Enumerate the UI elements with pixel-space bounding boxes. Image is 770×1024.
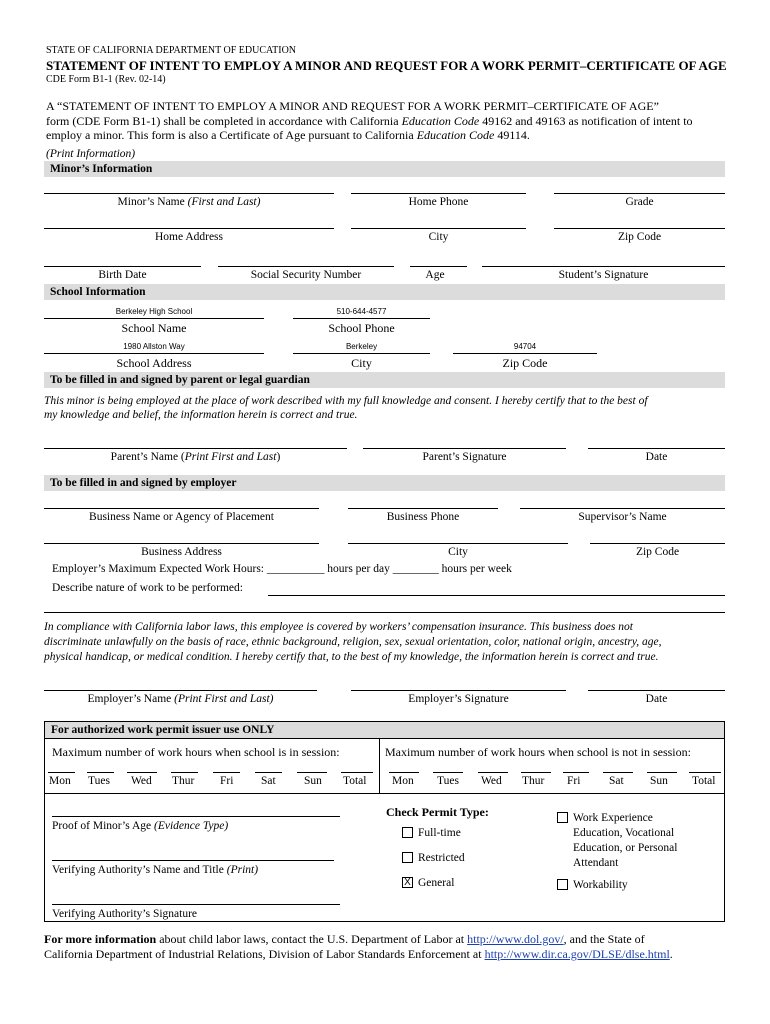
in-session-tues-field[interactable]	[87, 772, 114, 773]
parent-date-field[interactable]	[588, 448, 725, 449]
department-name: STATE OF CALIFORNIA DEPARTMENT OF EDUCATION	[46, 45, 297, 56]
in-session-day-thur: Thur	[172, 775, 195, 787]
ssn-field[interactable]	[218, 266, 394, 267]
home-city-label: City	[428, 231, 449, 243]
form-title: STATEMENT OF INTENT TO EMPLOY A MINOR AND REQUEST FOR A WORK PERMIT–CERTIFICATE OF AGE	[46, 58, 727, 73]
work-description-field[interactable]	[268, 595, 725, 596]
business-phone-label: Business Phone	[386, 511, 460, 523]
intro-line-1: A “STATEMENT OF INTENT TO EMPLOY A MINOR AND REQUEST FOR A WORK PERMIT–CERTIFICATE OF AGE”	[46, 99, 659, 113]
student-signature-label: Student’s Signature	[558, 269, 649, 281]
home-phone-label: Home Phone	[408, 196, 469, 208]
work-experience-label-2: Education, Vocational	[573, 827, 675, 839]
grade-field[interactable]	[554, 193, 725, 194]
age-field[interactable]	[410, 266, 467, 267]
footer-line-2: California Department of Industrial Relations, Division of Labor Standards Enforcement at http://www.dir.ca.gov/DLSE/dlse.html.	[44, 947, 673, 961]
parent-section-header: To be filled in and signed by parent or legal guardian	[44, 372, 725, 388]
school-name-value[interactable]: Berkeley High School	[115, 307, 193, 316]
verifying-authority-signature-field[interactable]	[52, 904, 340, 905]
work-description-label: Describe nature of work to be performed:	[52, 582, 243, 594]
no-session-day-tues: Tues	[437, 775, 459, 787]
school-city-line	[293, 353, 430, 354]
employer-signature-label: Employer’s Signature	[408, 693, 509, 705]
parent-statement-1: This minor is being employed at the place of work described with my full knowledge and consent. I hereby certify that to the best of	[44, 395, 648, 407]
no-session-total-field[interactable]	[689, 772, 721, 773]
business-address-label: Business Address	[141, 546, 222, 558]
in-session-day-wed: Wed	[131, 775, 152, 787]
compliance-statement-1: In compliance with California labor laws, this employee is covered by workers’ compensation insurance. This business does not	[44, 621, 633, 633]
school-name-line	[44, 318, 264, 319]
school-address-label: School Address	[116, 356, 192, 370]
in-session-day-mon: Mon	[49, 775, 71, 787]
supervisor-name-label: Supervisor’s Name	[578, 511, 667, 523]
business-zip-label: Zip Code	[635, 546, 680, 558]
home-city-field[interactable]	[351, 228, 526, 229]
supervisor-name-field[interactable]	[520, 508, 725, 509]
in-session-day-fri: Fri	[220, 775, 234, 787]
business-name-label: Business Name or Agency of Placement	[89, 511, 274, 523]
ssn-label: Social Security Number	[250, 269, 362, 281]
in-session-fri-field[interactable]	[213, 772, 240, 773]
employer-section-header: To be filled in and signed by employer	[44, 475, 725, 491]
parent-signature-label: Parent’s Signature	[422, 451, 507, 463]
work-experience-label-3: Education, or Personal	[573, 842, 678, 854]
proof-of-age-field[interactable]	[52, 816, 340, 817]
general-label: General	[418, 877, 455, 889]
hours-bottom-divider	[44, 793, 725, 794]
no-session-tues-field[interactable]	[433, 772, 463, 773]
home-address-field[interactable]	[44, 228, 334, 229]
grade-label: Grade	[625, 196, 654, 208]
in-session-thur-field[interactable]	[171, 772, 198, 773]
school-city-value[interactable]: Berkeley	[345, 342, 378, 351]
school-zip-label: Zip Code	[502, 356, 548, 370]
no-session-thur-field[interactable]	[521, 772, 551, 773]
intro-line-2: form (CDE Form B1-1) shall be completed in accordance with California Education Code 49162 and 49163 as notification of intent to	[46, 114, 693, 128]
home-address-label: Home Address	[154, 231, 224, 243]
home-zip-field[interactable]	[554, 228, 725, 229]
dlse-link[interactable]: http://www.dir.ca.gov/DLSE/dlse.html	[484, 947, 670, 961]
no-session-day-wed: Wed	[481, 775, 502, 787]
school-phone-value[interactable]: 510-644-4577	[336, 307, 387, 316]
birth-date-label: Birth Date	[98, 269, 147, 281]
business-name-field[interactable]	[44, 508, 319, 509]
issuer-section-header: For authorized work permit issuer use ONLY	[45, 722, 724, 738]
no-session-sun-field[interactable]	[647, 772, 677, 773]
age-label: Age	[425, 269, 445, 281]
print-information-note: (Print Information)	[46, 148, 136, 160]
business-city-label: City	[448, 546, 468, 558]
work-experience-label-4: Attendant	[573, 857, 619, 869]
employer-signature-field[interactable]	[351, 690, 566, 691]
workability-checkbox[interactable]	[557, 879, 568, 890]
verifying-authority-name-label: Verifying Authority’s Name and Title (Print)	[52, 864, 259, 876]
in-session-label: Maximum number of work hours when school is in session:	[52, 745, 340, 759]
work-description-field-2[interactable]	[44, 612, 725, 613]
no-session-day-fri: Fri	[567, 775, 581, 787]
in-session-total-field[interactable]	[341, 772, 373, 773]
employer-date-field[interactable]	[588, 690, 725, 691]
general-checkbox[interactable]: X	[402, 877, 413, 888]
verifying-authority-name-field[interactable]	[52, 860, 334, 861]
fulltime-checkbox[interactable]	[402, 827, 413, 838]
home-zip-label: Zip Code	[617, 231, 662, 243]
parent-name-label: Parent’s Name (Print First and Last)	[110, 451, 281, 463]
school-address-line	[44, 353, 264, 354]
school-zip-line	[453, 353, 597, 354]
no-session-day-sat: Sat	[609, 775, 624, 787]
in-session-sun-field[interactable]	[297, 772, 327, 773]
restricted-label: Restricted	[418, 852, 465, 864]
restricted-checkbox[interactable]	[402, 852, 413, 863]
footer-line-1: For more information about child labor laws, contact the U.S. Department of Labor at http://www.dol.gov/, and the State of	[44, 932, 645, 946]
home-phone-field[interactable]	[351, 193, 526, 194]
student-signature-field[interactable]	[482, 266, 725, 267]
school-phone-label: School Phone	[328, 321, 395, 335]
parent-name-field[interactable]	[44, 448, 347, 449]
business-city-field[interactable]	[348, 543, 568, 544]
work-experience-label-1: Work Experience	[573, 812, 653, 824]
form-id: CDE Form B1-1 (Rev. 02-14)	[46, 74, 166, 85]
no-session-mon-field[interactable]	[389, 772, 419, 773]
school-name-label: School Name	[121, 321, 187, 335]
business-phone-field[interactable]	[348, 508, 498, 509]
school-address-value[interactable]: 1980 Allston Way	[123, 342, 185, 351]
session-divider	[379, 738, 380, 793]
no-session-fri-field[interactable]	[563, 772, 589, 773]
no-session-day-sun: Sun	[650, 775, 668, 787]
no-session-day-mon: Mon	[392, 775, 414, 787]
compliance-statement-3: physical handicap, or medical condition. I hereby certify that, to the best of my knowledge, the information herein is correct and true.	[44, 651, 659, 663]
proof-of-age-label: Proof of Minor’s Age (Evidence Type)	[52, 820, 229, 832]
employer-date-label: Date	[645, 693, 668, 705]
intro-line-3: employ a minor. This form is also a Certificate of Age pursuant to California Education Code 49114.	[46, 128, 530, 142]
in-session-day-total: Total	[343, 775, 367, 787]
minor-name-field[interactable]	[44, 193, 334, 194]
minor-info-header: Minor’s Information	[44, 161, 725, 177]
not-in-session-label: Maximum number of work hours when school is not in session:	[385, 745, 691, 759]
business-zip-field[interactable]	[590, 543, 725, 544]
school-phone-line	[293, 318, 430, 319]
in-session-day-sat: Sat	[261, 775, 276, 787]
no-session-wed-field[interactable]	[478, 772, 508, 773]
verifying-authority-signature-label: Verifying Authority’s Signature	[52, 908, 198, 920]
in-session-sat-field[interactable]	[255, 772, 282, 773]
no-session-sat-field[interactable]	[603, 772, 633, 773]
employer-name-field[interactable]	[44, 690, 317, 691]
in-session-day-sun: Sun	[304, 775, 322, 787]
birth-date-field[interactable]	[44, 266, 201, 267]
school-info-header: School Information	[44, 284, 725, 300]
fulltime-label: Full-time	[418, 827, 461, 839]
in-session-wed-field[interactable]	[127, 772, 157, 773]
check-permit-type-label: Check Permit Type:	[386, 805, 489, 819]
minor-name-label: Minor’s Name (First and Last)	[117, 196, 261, 208]
employer-name-label: Employer’s Name (Print First and Last)	[87, 693, 274, 705]
parent-date-label: Date	[645, 451, 668, 463]
parent-signature-field[interactable]	[363, 448, 566, 449]
school-city-label: City	[351, 356, 372, 370]
no-session-day-thur: Thur	[522, 775, 545, 787]
business-address-field[interactable]	[44, 543, 319, 544]
work-experience-checkbox[interactable]	[557, 812, 568, 823]
no-session-day-total: Total	[692, 775, 716, 787]
in-session-mon-field[interactable]	[48, 772, 75, 773]
max-work-hours[interactable]: Employer’s Maximum Expected Work Hours: __________ hours per day ________ hours per week	[52, 563, 512, 575]
compliance-statement-2: discriminate unlawfully on the basis of race, ethnic background, religion, sex, sexual orientation, color, national origin, ancestry, age,	[44, 636, 662, 648]
dol-link[interactable]: http://www.dol.gov/	[467, 932, 564, 946]
in-session-day-tues: Tues	[88, 775, 110, 787]
issuer-header-divider	[44, 738, 725, 739]
parent-statement-2: my knowledge and belief, the information herein is correct and true.	[44, 409, 358, 421]
workability-label: Workability	[573, 879, 628, 891]
school-zip-value[interactable]: 94704	[513, 342, 537, 351]
